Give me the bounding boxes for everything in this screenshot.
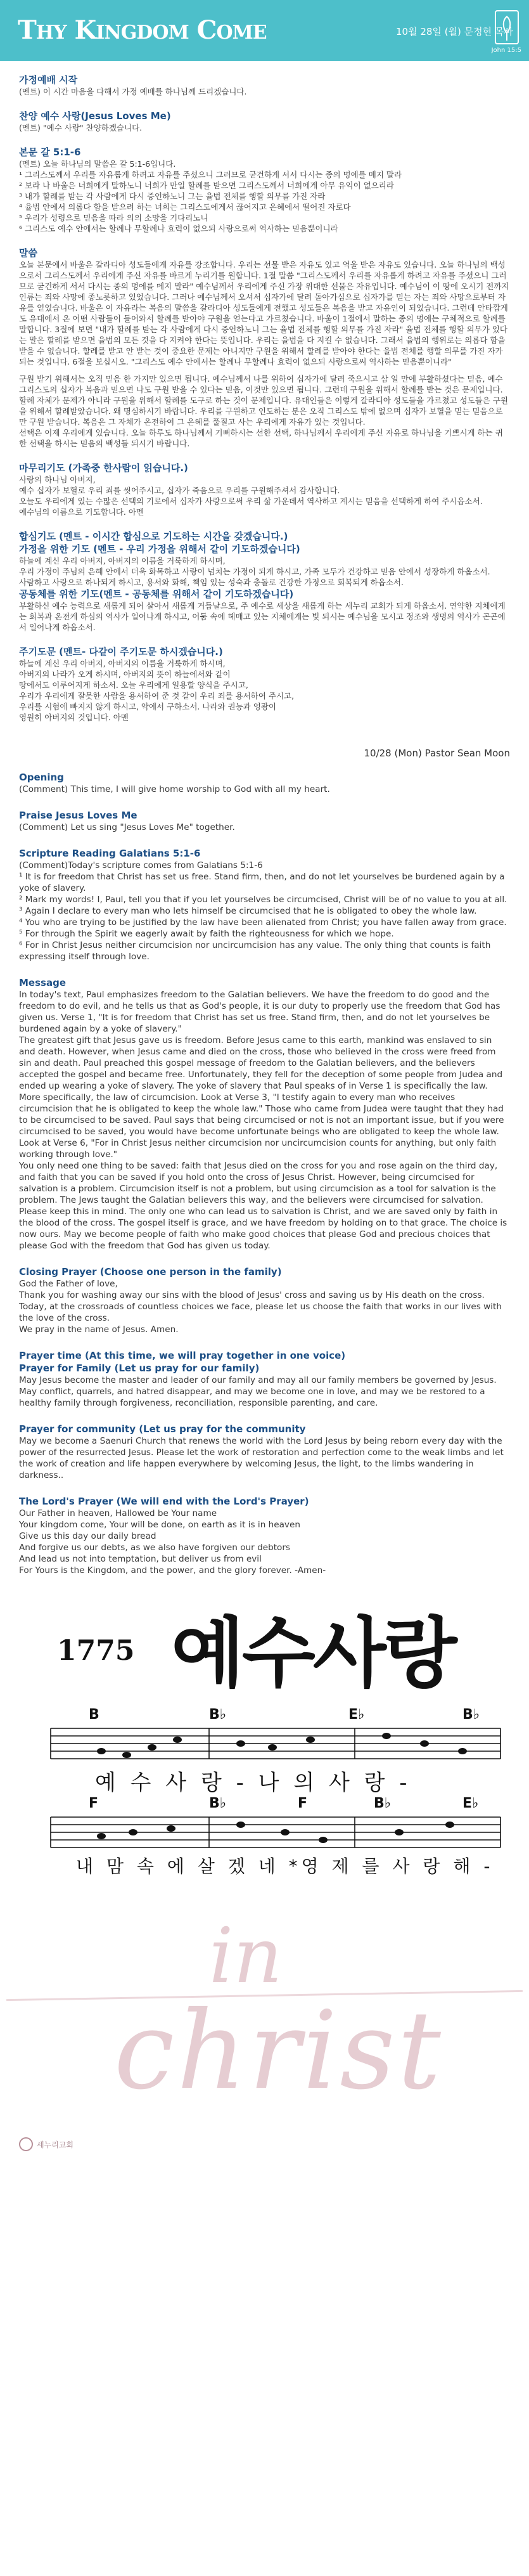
ko-closing-heading: 마무리기도 (가족중 한사람이 읽습니다.) — [19, 462, 188, 474]
lyric-line: 예 수 사 랑 - 나 의 사 랑 - — [95, 1770, 411, 1796]
ko-closing-line: 오늘도 우리에게 있는 수많은 선택의 기로에서 십자가 사랑으로써 우리 삶 가운데서 역사하고 계시는 믿음을 선택하게 하여 주시옵소서. — [19, 496, 483, 506]
english-section — [0, 771, 529, 1576]
ko-lords-prayer-line: 영원히 아버지의 것입니다. 아멘 — [19, 713, 129, 722]
en-closing-heading: Closing Prayer (Choose one person in the family) — [19, 1266, 282, 1278]
header-banner — [0, 0, 529, 61]
en-opening-heading: Opening — [19, 772, 64, 783]
en-scripture-line: ¹ It is for freedom that Christ has set us free. Stand firm, then, and do not let yourselves be burdened again by a yoke of slavery. — [19, 872, 505, 893]
ko-opening-heading: 가정예배 시작 — [19, 74, 78, 86]
en-lords-prayer-line: And lead us not into temptation, but deliver us from evil — [19, 1554, 262, 1564]
ko-message-paragraph: 오늘 본문에서 바울은 갈라디아 성도들에게 자유를 강조합니다. 우리는 선물 받은 자유도 있고 억울 받은 자유도 있습니다. 오늘 하나님의 백성으로서 그리스도께서 우리에게 주신 자유를 바르게 누리기를 원합니다. 1절 말씀 "그리스도께서 우리를 자유롭게 하려고 자유를 주셨으니 그러므로 굳건하게 서서 다시는 종의 멍에를 메지 말라" 예수님께서 우리에게 주신 가장 위대한 선물은 자유입니다. 예수님이 이 땅에 오시기 전까지 인류는 죄와 사망에 종노릇하고 있었습니다. 그러나 예수님께서 오셔서 십자가에 달려 돌아가심으로 십자가를 믿는 자는 죄와 사망으로부터 자유를 얻었습니다. 바울은 이 자유라는 복음의 말씀을 갈라디아 성도들에게 전했고 성도들은 복음을 받고 자유인이 되었습니다. 그런데 안타깝게도 유대에서 온 어떤 사람들이 들어와서 할례를 받아야 구원을 얻는다고 가르쳤습니다. 바울이 1절에서 말하는 종의 멍에는 구체적으로 할례를 말합니다. 3절에 보면 "내가 할례를 받는 각 사람에게 다시 증언하노니 그는 율법 전체를 행할 의무를 가진 자라" 율법 전체를 행할 의무가 있다는 말은 할례를 받으면 율법의 모든 것을 다 지켜야 한다는 뜻입니다. 우리는 율법을 다 지킬 수 없습니다. 그래서 율법의 행위로는 의롭다 함을 받을 수 없습니다. 할례를 받고 안 받는 것이 중요한 문제는 아니지만 구원을 위해서 할례를 받아야 한다는 율법 전체를 행할 의무를 가진 자가 되는 것입니다. 6절을 보십시오. "그리스도 예수 안에서는 할례나 무할례나 효력이 없으되 사랑으로써 역사하는 믿음뿐이니라" — [19, 260, 509, 366]
ko-lords-prayer-heading: 주기도문 (멘트- 다같이 주기도문 하시겠습니다.) — [19, 646, 223, 657]
ko-family-heading: 가정을 위한 기도 (멘트 - 우리 가정을 위해서 같이 기도하겠습니다) — [19, 543, 300, 555]
ko-scripture-line: ⁶ 그리스도 예수 안에서는 할례나 무할례나 효력이 없으되 사랑으로써 역사하는 믿음뿐이니라 — [19, 224, 338, 233]
ko-family-line: 사람하고 사랑으로 하나되게 하시고, 용서와 화해, 책임 있는 성숙과 충돌로 건강한 가정으로 회복되게 하옵소서. — [19, 578, 404, 587]
en-scripture-line: ⁵ For through the Spirit we eagerly await by faith the righteousness for which we hope. — [19, 929, 394, 939]
ko-closing-line: 예수 십자가 보혈로 우리 죄를 씻어주시고, 십자가 죽음으로 우리를 구원해주셔서 감사합니다. — [19, 486, 340, 495]
en-scripture-line: (Comment)Today's scripture comes from Galatians 5:1-6 — [19, 860, 263, 871]
en-opening-text: (Comment) This time, I will give home worship to God with all my heart. — [19, 784, 330, 794]
in-lettering: in — [209, 1912, 283, 2000]
header-date: 10월 28일 (월) 문정현 목사 — [396, 26, 513, 37]
en-praise-heading: Praise Jesus Loves Me — [19, 810, 137, 821]
ko-family-line: 하늘에 계신 우리 아버지, 아버지의 이름을 거룩하게 하시며, — [19, 556, 226, 566]
en-praise-text: (Comment) Let us sing "Jesus Loves Me" together. — [19, 822, 235, 832]
christ-lettering: christ — [114, 1988, 443, 2114]
church-footer — [19, 2137, 73, 2151]
en-message-paragraph: The greatest gift that Jesus gave us is freedom. Before Jesus came to this earth, mankind was enslaved to sin and death. However, when Jesus came and died on the cross, those who believed in the cross were freed from sin and death. Paul preached this gospel message of freedom to the Galatian believers, and the believers accepted the gospel and became free. Unfortunately, they fell for the deception of some people from Judea and ended up wearing a yoke of slavery. The yoke of slavery that Paul speaks of in Verse 1 is specifically the law. More specifically, the law of circumcision. Look at Verse 3, "I testify again to every man who receives circumcision that he is obligated to keep the whole law." Those who came from Judea were taught that they had to be circumcised to be saved. Paul says that being circumcised or not is not an important issue, but if you were circumcised to be saved, you would have become unfortunate beings who are obligated to keep the whole law. Look at Verse 6, "For in Christ Jesus neither circumcision nor uncircumcision counts for anything, but only faith working through love." — [19, 1035, 504, 1160]
chord-symbol: B♭ — [462, 1707, 480, 1723]
chord-symbol: B♭ — [209, 1707, 227, 1723]
ko-praise-heading: 찬양 예수 사랑(Jesus Loves Me) — [19, 110, 171, 122]
en-lords-prayer-line: For Yours is the Kingdom, and the power, and the glory forever. -Amen- — [19, 1565, 326, 1576]
pastor-date-line: 10/28 (Mon) Pastor Sean Moon — [364, 748, 510, 759]
ko-message-paragraph: 선택은 이제 우리에게 있습니다. 오늘 하루도 하나님께서 기뻐하시는 선한 선택, 하나님께서 우리에게 주신 자유로 하나님을 기쁘시게 하는 귀한 선택을 하시는 믿음의 백성들 되시기 바랍니다. — [19, 428, 503, 448]
en-closing-line: Thank you for washing away our sins with the blood of Jesus' cross and saving us by His death on the cross. — [19, 1290, 485, 1300]
ko-together-heading: 합심기도 (멘트 - 이시간 합심으로 기도하는 시간을 갖겠습니다.) — [19, 531, 288, 542]
ko-lords-prayer-line: 우리가 우리에게 잘못한 사람을 용서하여 준 것 같이 우리 죄를 용서하여 주시고, — [19, 691, 295, 701]
chord-symbol: F — [298, 1796, 308, 1811]
ko-scripture-line: ⁴ 율법 안에서 의롭다 함을 받으려 하는 너희는 그리스도에게서 끊어지고 은혜에서 떨어진 자로다 — [19, 202, 351, 212]
en-closing-line: Today, at the crossroads of countless choices we face, please let us choose the faith that works in our lives with the love of the cross. — [19, 1302, 502, 1323]
ko-community-heading: 공동체를 위한 기도(멘트 - 공동체를 위해서 같이 기도하겠습니다) — [19, 588, 294, 600]
ko-scripture-line: ² 보라 나 바울은 너희에게 말하노니 너희가 만일 할례를 받으면 그리스도께서 너희에게 아무 유익이 없으리라 — [19, 181, 394, 190]
ko-lords-prayer-line: 하늘에 계신 우리 아버지, 아버지의 이름을 거룩하게 하시며, — [19, 659, 226, 668]
ko-scripture-heading: 본문 갈 5:1-6 — [19, 146, 81, 158]
ko-community-line: 부활하신 예수 능력으로 새롭게 되어 살아서 새롭게 거듭날으로, 주 예수로 세상을 새롭게 하는 세누리 교회가 되게 하옵소서. 연약한 지체에게는 회복과 온전케 하심의 역사가 일어나게 하시고, 어둠 속에 헤매고 있는 지체에게는 빛 되시는 예수님을 모시고 정조와 생명의 역사가 곤곤에서 일어나게 하옵소서. — [19, 601, 506, 632]
church-logo-icon — [495, 10, 519, 44]
en-message-heading: Message — [19, 977, 66, 988]
chord-symbol: E♭ — [462, 1796, 479, 1811]
church-name: 세누리교회 — [37, 2140, 73, 2149]
hymn-number: 1775 — [57, 1634, 135, 1667]
en-family-heading: Prayer for Family (Let us pray for our family) — [19, 1362, 260, 1374]
en-message-paragraph: You only need one thing to be saved: faith that Jesus died on the cross for you and rose again on the third day, and faith that you can be saved if you hold onto the cross of Jesus Christ. However, being circumcised for salvation is a problem. Circumcision itself is not a problem, but using circumcision as a tool for salvation is the problem. The Jews taught the Galatian believers this way, and the believers were circumcised for salvation. Please keep this in mind. The only one who can lead us to salvation is Christ, and we are saved only by faith in the blood of the cross. The gospel itself is grace, and we have freedom by holding on to that grace. The choice is now ours. May we become people of faith who make good choices that please God and precious choices that please God with the freedom that God has given us today. — [19, 1161, 507, 1251]
logo-caption: John 15:5 — [491, 47, 521, 54]
en-lords-prayer-line: Give us this day our daily bread — [19, 1531, 156, 1541]
chord-symbol: B♭ — [374, 1796, 392, 1811]
ko-lords-prayer-line: 땅에서도 이루어지게 하소서. 오늘 우리에게 일용할 양식을 주시고, — [19, 680, 248, 690]
en-scripture-line: ⁶ For in Christ Jesus neither circumcision nor uncircumcision has any value. The only thing that counts is faith expressing itself through love. — [19, 940, 491, 962]
hymn-title: 예수사랑 — [171, 1610, 455, 1698]
en-lords-prayer-line: Your kingdom come, Your will be done, on earth as it is in heaven — [19, 1520, 300, 1530]
ko-family-line: 우리 가정이 주님의 은혜 안에서 더욱 화목하고 사랑이 넘치는 가정이 되게 하시고, 가족 모두가 건강하고 믿음 안에서 성장하게 하옵소서. — [19, 567, 490, 576]
chord-symbol: E♭ — [348, 1707, 365, 1723]
ko-praise-text: (멘트) "예수 사랑" 찬양하겠습니다. — [19, 123, 143, 133]
chord-symbol: B♭ — [209, 1796, 227, 1811]
en-scripture-line: ⁴ You who are trying to be justified by the law have been alienated from Christ; you have fallen away from grace. — [19, 917, 507, 928]
chord-symbol: B — [89, 1707, 99, 1723]
en-lords-prayer-line: And forgive us our debts, as we also have forgiven our debtors — [19, 1543, 291, 1553]
en-lords-prayer-heading: The Lord's Prayer (We will end with the Lord's Prayer) — [19, 1496, 309, 1507]
ko-opening-text: (멘트) 이 시간 마음을 다해서 가정 예배를 하나님께 드리겠습니다. — [19, 87, 247, 96]
lyric-line: 내 맘 속 에 살 겠 네 *영 제 를 사 랑 해 - — [76, 1856, 494, 1877]
en-scripture-heading: Scripture Reading Galatians 5:1-6 — [19, 848, 201, 859]
ko-message-heading: 말씀 — [19, 247, 37, 259]
en-scripture-line: ² Mark my words! I, Paul, tell you that if you let yourselves be circumcised, Christ will be of no value to you at all. — [19, 895, 507, 905]
ko-lords-prayer-line: 아버지의 나라가 오게 하시며, 아버지의 뜻이 하늘에서와 같이 — [19, 670, 231, 679]
en-message-paragraph: In today's text, Paul emphasizes freedom to the Galatian believers. We have the freedom to do good and the freedom to do evil, and he tells us that as God's people, it is our duty to properly use the freedom that God has given us. Verse 1, "It is for freedom that Christ has set us free. Stand firm, then, and do not let yourselves be burdened again by a yoke of slavery." — [19, 990, 500, 1034]
brand-title: THY KINGDOM COME — [18, 15, 267, 45]
en-community-text: May we become a Saenuri Church that renews the world with the Lord Jesus by being reborn every day with the power of the resurrected Jesus. Please let the work of restoration and perfection come to the weak limbs and let the work of creation and life happen everywhere by welcoming Jesus, the light, to the limbs wandering in darkness.. — [19, 1436, 504, 1480]
ko-scripture-line: (멘트) 오늘 하나님의 말씀은 갈 5:1-6입니다. — [19, 159, 176, 169]
chord-symbol: F — [89, 1796, 99, 1811]
en-lords-prayer-line: Our Father in heaven, Hallowed be Your name — [19, 1508, 217, 1518]
korean-section — [0, 61, 529, 723]
ko-closing-line: 예수님의 이름으로 기도합니다. 아멘 — [19, 507, 144, 517]
ko-scripture-line: ¹ 그리스도께서 우리를 자유롭게 하려고 자유를 주셨으니 그러므로 굳건하게 서서 다시는 종의 멍에를 메지 말라 — [19, 170, 402, 179]
ko-closing-line: 사랑의 하나님 아버지, — [19, 475, 96, 484]
en-closing-line: We pray in the name of Jesus. Amen. — [19, 1324, 179, 1335]
en-prayer-time-heading: Prayer time (At this time, we will pray together in one voice) — [19, 1350, 346, 1361]
in-christ-artwork — [0, 1887, 529, 2163]
en-scripture-line: ³ Again I declare to every man who lets himself be circumcised that he is obligated to obey the whole law. — [19, 906, 477, 916]
ko-lords-prayer-line: 우리를 시험에 빠지지 않게 하시고, 악에서 구하소서. 나라와 권능과 영광이 — [19, 702, 276, 711]
ko-scripture-line: ⁵ 우리가 성령으로 믿음을 따라 의의 소망을 기다리노니 — [19, 213, 208, 223]
church-mark-icon — [19, 2137, 33, 2151]
en-community-heading: Prayer for community (Let us pray for the community — [19, 1423, 306, 1435]
en-family-text: May Jesus become the master and leader of our family and may all our family members be governed by Jesus. May conflict, quarrels, and hatred disappear, and may we become one in love, and may we be restored to a healthy family through forgiveness, reconciliation, responsible parenting, and care. — [19, 1375, 497, 1408]
ko-message-paragraph: 구원 받기 위해서는 오직 믿음 한 가지만 있으면 됩니다. 예수님께서 나를 위하여 십자가에 달려 죽으시고 삼 일 만에 부활하셨다는 믿음, 예수 그리스도의 십자가 복음과 믿으면 나도 구원 받을 수 있다는 믿음, 이것만 있으면 됩니다. 그런데 구원을 위해서 할례를 받는 것은 문제입니다. 할례 자체가 문제가 아니라 구원을 위해서 할례를 도구로 하는 것이 문제입니다. 유대인들은 이렇게 갈라디아 성도들을 가르쳤고 성도들은 구원을 위해서 할례받았습니다. 왜 명심하시기 바랍니다. 우리를 구원하고 인도하는 분은 오직 그리스도 밖에 없으며 십자가 보혈을 믿는 믿음으로만 구원 받습니다. 복음은 그 자체가 온전하여 그 은혜를 풀질고 사는 우리에게 자유가 있는 것입니다. — [19, 374, 508, 427]
ko-scripture-line: ³ 내가 할례를 받는 각 사람에게 다시 증언하노니 그는 율법 전체를 행할 의무를 가진 자라 — [19, 191, 326, 201]
sheet-music — [19, 1602, 510, 1880]
en-closing-line: God the Father of love, — [19, 1279, 118, 1289]
